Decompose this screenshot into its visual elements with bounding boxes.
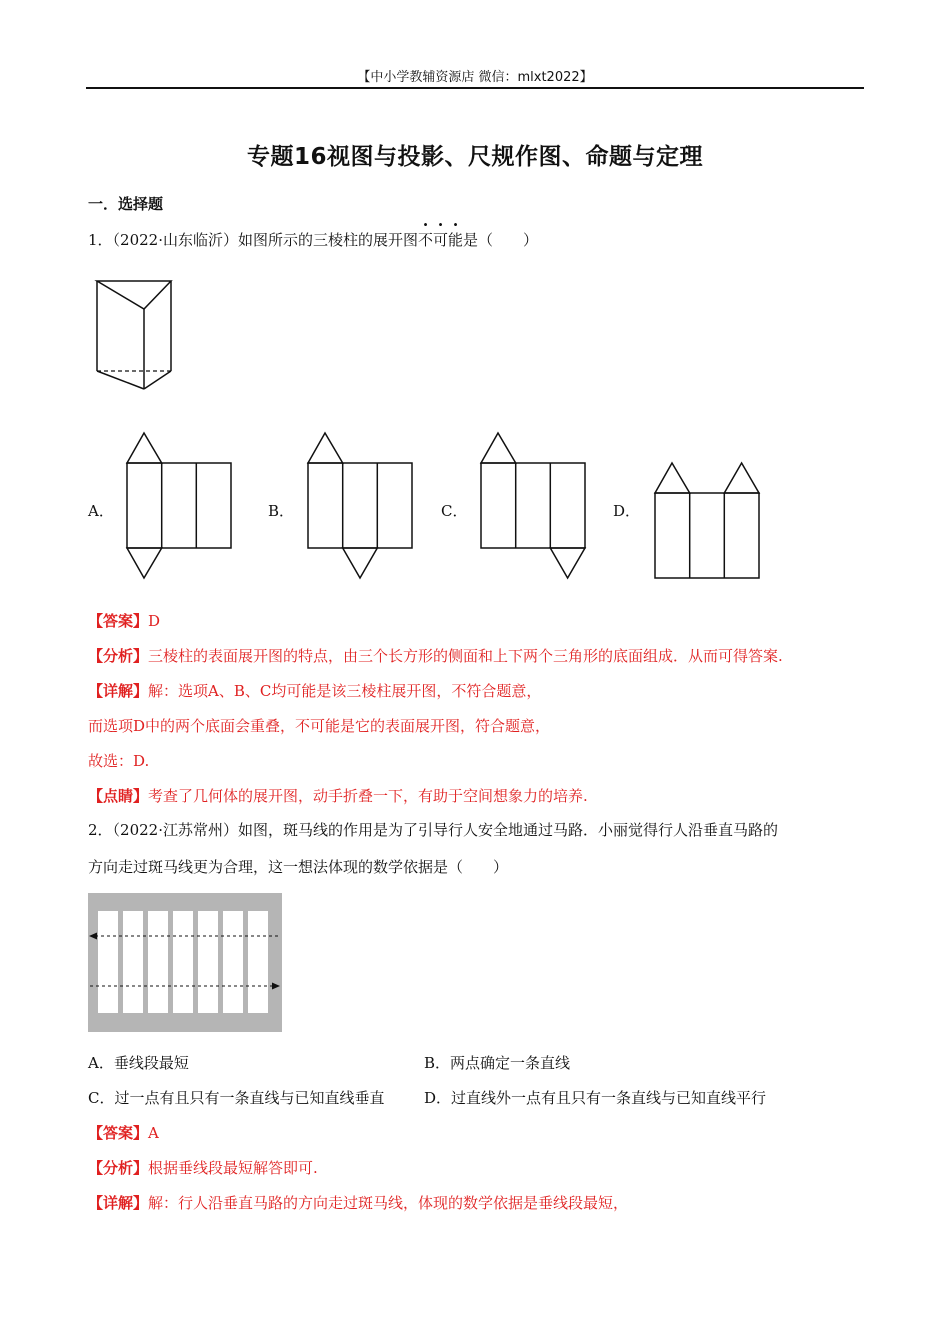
detail-tag: 【详解】: [88, 1194, 149, 1212]
q1-comment: [88, 785, 588, 806]
q1-stem-prefix: 1．（2022·山东临沂）如图所示的三棱柱的展开图: [88, 231, 418, 249]
net-option-c: [480, 432, 586, 580]
triangular-prism-figure: [96, 279, 176, 394]
answer-tag: 【答案】: [88, 612, 149, 630]
q1-stem: [88, 229, 538, 250]
q1-detail-line-2: 而选项D中的两个底面会重叠，不可能是它的表面展开图，符合题意，: [88, 717, 551, 735]
net-option-b: [307, 432, 413, 580]
q1-detail-line-3: 故选：D.: [88, 752, 150, 770]
q1-option-d-label: D．: [613, 502, 641, 520]
q1-emph-char: 能: [448, 231, 464, 249]
q1-option-c-label: C．: [441, 502, 468, 520]
q2-option-d: D．过直线外一点有且只有一条直线与已知直线平行: [424, 1089, 767, 1107]
zebra-crossing-figure: [88, 893, 282, 1032]
q1-analysis: [88, 645, 783, 666]
q1-option-a-label: A．: [88, 502, 114, 520]
q2-stem-line-2: 方向走过斑马线更为合理，这一想法体现的数学依据是（ ）: [88, 858, 509, 876]
q1-answer: [88, 610, 160, 631]
q1-emph-char: 不: [418, 231, 434, 249]
net-option-d: [654, 462, 760, 580]
page-title: 专题16视图与投影、尺规作图、命题与定理: [246, 144, 703, 170]
detail-text: 解：选项A、B、C均可能是该三棱柱展开图，不符合题意，: [148, 682, 542, 700]
q2-option-c: C．过一点有且只有一条直线与已知直线垂直: [88, 1089, 385, 1107]
analysis-text: 根据垂线段最短解答即可.: [148, 1159, 318, 1177]
detail-tag: 【详解】: [88, 682, 149, 700]
q2-answer: [88, 1122, 159, 1143]
net-option-a: [126, 432, 232, 580]
q2-stem-line-1: 2．（2022·江苏常州）如图，斑马线的作用是为了引导行人安全地通过马路．小丽觉得行人沿垂直马路的: [88, 821, 778, 839]
analysis-tag: 【分析】: [88, 647, 149, 665]
q1-detail: [88, 680, 541, 701]
detail-text: 解：行人沿垂直马路的方向走过斑马线，体现的数学依据是垂线段最短，: [148, 1194, 629, 1212]
q1-emph-char: 可: [433, 231, 449, 249]
answer-value: D: [148, 612, 161, 630]
answer-tag: 【答案】: [88, 1124, 149, 1142]
analysis-text: 三棱柱的表面展开图的特点，由三个长方形的侧面和上下两个三角形的底面组成．从而可得答案.: [148, 647, 783, 665]
q2-analysis: [88, 1157, 318, 1178]
comment-text: 考查了几何体的展开图，动手折叠一下，有助于空间想象力的培养.: [148, 787, 588, 805]
header-divider: [86, 87, 864, 89]
page-header: 【中小学教辅资源店 微信：mlxt2022】: [357, 70, 593, 85]
answer-value: A: [148, 1124, 159, 1142]
analysis-tag: 【分析】: [88, 1159, 149, 1177]
q2-option-a: A．垂线段最短: [88, 1054, 189, 1072]
section-heading: 一．选择题: [88, 195, 164, 213]
q1-option-b-label: B．: [268, 502, 295, 520]
q2-option-b: B．两点确定一条直线: [424, 1054, 571, 1072]
q2-detail: [88, 1192, 628, 1213]
comment-tag: 【点睛】: [88, 787, 149, 805]
q1-stem-suffix: 是（ ）: [463, 231, 539, 249]
